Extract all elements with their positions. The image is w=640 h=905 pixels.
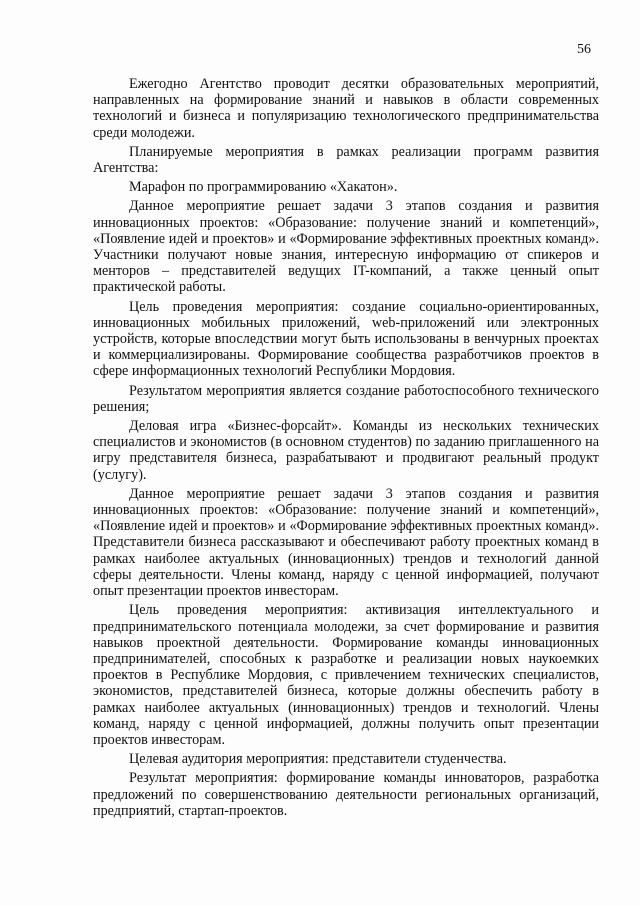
page-number: 56	[577, 42, 591, 57]
document-body	[93, 76, 599, 822]
paragraph-business-game-title: Деловая игра «Бизнес-форсайт». Команды из нескольких технических специалистов и экономистов (в основном студентов) по заданию приглашенного на игру представителя бизнеса, разрабатывают и продвигают реальный продукт (услугу).	[93, 418, 599, 483]
paragraph-hackathon-tasks: Данное мероприятие решает задачи 3 этапов создания и развития инновационных проектов: «Образование: получение знаний и компетенций», «Появление идей и проектов» и «Формирование эффективных проектных команд». Участники получают новые знания, интересную информацию от спикеров и менторов – представителей ведущих IT-компаний, а также ценный опыт практической работы.	[93, 198, 599, 296]
paragraph-agency-events: Ежегодно Агентство проводит десятки образовательных мероприятий, направленных на формирование знаний и навыков в области современных технологий и бизнеса и популяризацию технологического предпринимательства среди молодежи.	[93, 76, 599, 141]
paragraph-target-audience: Целевая аудитория мероприятия: представители студенчества.	[129, 751, 507, 768]
paragraph-hackathon-title: Марафон по программированию «Хакатон».	[129, 179, 398, 196]
paragraph-hackathon-goal: Цель проведения мероприятия: создание социально-ориентированных, инновационных мобильных приложений, web-приложений или электронных устройств, которые впоследствии могут быть использованы в венчурных проектах и коммерциализированы. Формирование сообщества разработчиков проектов в сфере информационных технологий Республики Мордовия.	[93, 298, 599, 380]
paragraph-business-game-result: Результат мероприятия: формирование команды инноваторов, разработка предложений по совершенствованию деятельности региональных организаций, предприятий, стартап-проектов.	[93, 770, 599, 819]
paragraph-hackathon-result: Результатом мероприятия является создание работоспособного технического решения;	[93, 382, 599, 415]
paragraph-business-game-goal: Цель проведения мероприятия: активизация интеллектуального и предпринимательского потенциала молодежи, за счет формирование и развития навыков проектной деятельности. Формирование команды инновационных предпринимателей, способных к разработке и реализации новых наукоемких проектов в Республике Мордовия, с привлечением технических специалистов, экономистов, представителей бизнеса, которые должны обеспечить работу в рамках наиболее актуальных (инновационных) трендов и технологий. Члены команд, наряду с ценной информацией, должны получить опыт презентации проектов инвесторам.	[93, 602, 599, 748]
paragraph-planned-events: Планируемые мероприятия в рамках реализации программ развития Агентства:	[93, 143, 599, 177]
paragraph-business-game-tasks: Данное мероприятие решает задачи 3 этапов создания и развития инновационных проектов: «Образование: получение знаний и компетенций», «Появление идей и проектов» и «Формирование эффективных проектных команд». Представители бизнеса рассказывают и обеспечивают работу проектных команд в рамках наиболее актуальных (инновационных) трендов и технологий данной сферы деятельности. Члены команд, наряду с ценной информацией, получают опыт презентации проектов инвесторам.	[93, 485, 599, 600]
